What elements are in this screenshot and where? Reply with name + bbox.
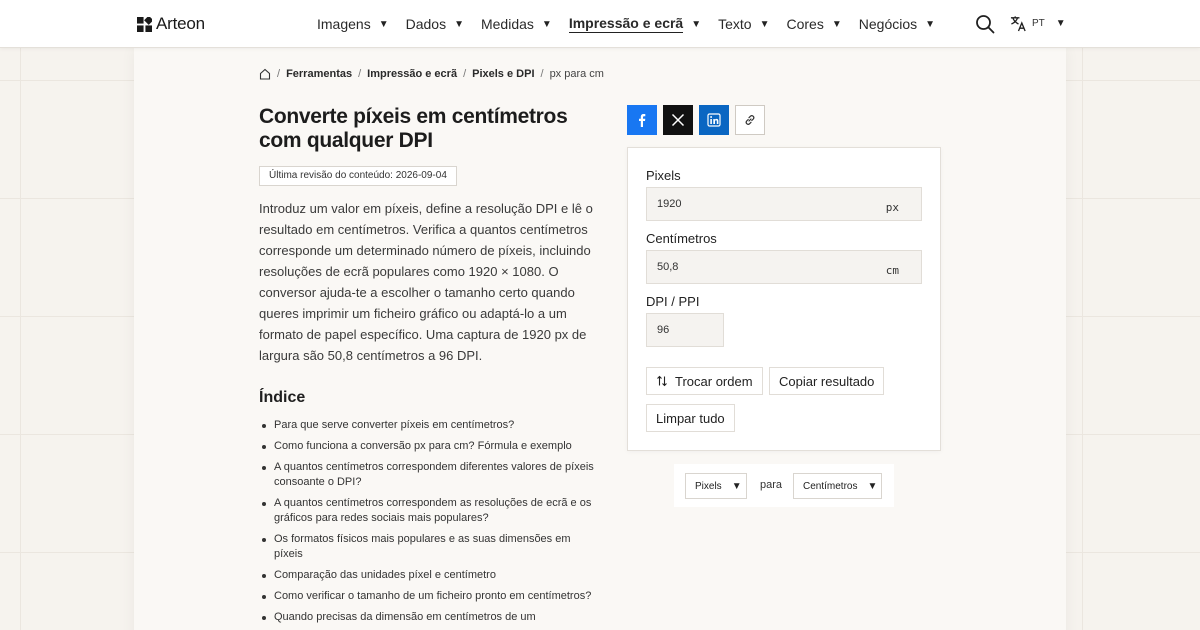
- x-icon: [671, 113, 685, 127]
- nav-label: Texto: [718, 16, 752, 32]
- home-icon[interactable]: [259, 68, 271, 80]
- copy-result-button[interactable]: [769, 367, 884, 395]
- centimeters-input[interactable]: [646, 250, 922, 284]
- toc-item[interactable]: Quando precisas da dimensão em centímetros de um: [274, 610, 594, 625]
- logo-text: Arteon: [156, 14, 205, 33]
- dpi-input[interactable]: [646, 313, 724, 347]
- clear-all-label: Limpar tudo: [656, 410, 725, 426]
- nav-label: Cores: [786, 16, 824, 32]
- toc-item[interactable]: Os formatos físicos mais populares e as suas dimensões em píxeis: [274, 532, 594, 562]
- nav-label: Impressão e ecrã: [568, 15, 684, 31]
- link-icon: [743, 113, 757, 127]
- share-facebook-button[interactable]: [627, 105, 657, 135]
- copy-link-button[interactable]: [735, 105, 765, 135]
- from-unit-value: Pixels: [695, 480, 722, 492]
- breadcrumb-separator: /: [463, 68, 467, 80]
- language-code: PT: [1032, 18, 1045, 29]
- pixels-label: Pixels: [646, 168, 681, 183]
- caret-down-icon: ▼: [378, 18, 389, 30]
- breadcrumb-link-ferramentas[interactable]: Ferramentas: [286, 68, 353, 80]
- revision-badge: Última revisão do conteúdo: 2026-09-04: [259, 166, 457, 186]
- intro-paragraph: Introduz um valor em píxeis, define a resolução DPI e lê o resultado em centímetros. Verifica a quantos centímetros corresponde um determinado número de píxeis, incluindo resoluções de ecrã populares como 1920 × 1080. O conversor ajuda-te a escolher o tamanho certo quando queres imprimir um ficheiro gráfico ou adaptá-lo a um formato de papel específico. Uma captura de 1920 px de largura são 50,8 centímetros a 96 DPI.: [259, 201, 593, 363]
- pixels-input[interactable]: [646, 187, 922, 221]
- centimeters-value: 50,8: [657, 261, 679, 273]
- caret-down-icon: ▼: [1055, 18, 1066, 29]
- unit-selector-row: [674, 464, 894, 507]
- arteon-logo-icon: [137, 17, 152, 32]
- breadcrumb-current: px para cm: [549, 68, 604, 80]
- centimeters-unit: cm: [885, 264, 899, 277]
- nav-item-cores[interactable]: [787, 16, 842, 32]
- caret-down-icon: ▼: [731, 480, 742, 492]
- nav-item-medidas[interactable]: [481, 16, 552, 32]
- facebook-icon: [635, 113, 649, 127]
- breadcrumb-link-impressao-e-ecra[interactable]: Impressão e ecrã: [367, 68, 458, 80]
- nav-label: Dados: [405, 16, 447, 32]
- share-buttons: [627, 105, 765, 135]
- breadcrumb-separator: /: [540, 68, 544, 80]
- nav-label: Imagens: [317, 16, 371, 32]
- pixels-unit: px: [885, 201, 899, 214]
- pixels-value: 1920: [657, 198, 682, 210]
- translate-icon: [1010, 15, 1027, 32]
- logo[interactable]: [137, 14, 205, 34]
- centimeters-label: Centímetros: [646, 231, 717, 246]
- share-x-button[interactable]: [663, 105, 693, 135]
- caret-down-icon: ▼: [867, 480, 878, 492]
- swap-order-button[interactable]: [646, 367, 763, 395]
- linkedin-icon: [707, 113, 721, 127]
- to-unit-value: Centímetros: [803, 480, 858, 492]
- breadcrumb-separator: /: [277, 68, 281, 80]
- dpi-value: 96: [657, 324, 670, 336]
- nav-item-dados[interactable]: [406, 16, 464, 32]
- to-unit-select[interactable]: [793, 473, 882, 499]
- toc-item[interactable]: Como verificar o tamanho de um ficheiro pronto em centímetros?: [274, 589, 594, 604]
- caret-down-icon: ▼: [831, 18, 842, 30]
- nav-label: Negócios: [858, 16, 918, 32]
- table-of-contents: [274, 418, 594, 630]
- swap-arrows-icon: [656, 375, 668, 387]
- toc-item[interactable]: Para que serve converter píxeis em centímetros?: [274, 418, 594, 433]
- share-linkedin-button[interactable]: [699, 105, 729, 135]
- nav-item-negocios[interactable]: [859, 16, 935, 32]
- dpi-label: DPI / PPI: [646, 294, 700, 309]
- unit-connector: para: [760, 479, 783, 491]
- caret-down-icon: ▼: [759, 18, 770, 30]
- nav-item-impressao-e-ecra[interactable]: [569, 15, 701, 33]
- nav-label: Medidas: [480, 16, 534, 32]
- main-nav: [317, 0, 952, 48]
- toc-title: Índice: [259, 389, 306, 406]
- toc-item[interactable]: Comparação das unidades píxel e centímetro: [274, 568, 594, 583]
- caret-down-icon: ▼: [925, 18, 936, 30]
- toc-item[interactable]: A quantos centímetros correspondem as resoluções de ecrã e os gráficos para redes sociais mais populares?: [274, 496, 594, 526]
- from-unit-select[interactable]: [685, 473, 747, 499]
- search-icon[interactable]: [975, 14, 995, 34]
- breadcrumb-separator: /: [358, 68, 362, 80]
- caret-down-icon: ▼: [454, 18, 464, 30]
- swap-order-label: Trocar ordem: [675, 373, 753, 389]
- nav-item-texto[interactable]: [718, 16, 769, 32]
- toc-item[interactable]: A quantos centímetros correspondem diferentes valores de píxeis consoante o DPI?: [274, 461, 594, 488]
- converter-panel: [627, 147, 941, 451]
- caret-down-icon: ▼: [541, 18, 552, 30]
- clear-all-button[interactable]: [646, 404, 735, 432]
- caret-down-icon: ▼: [691, 18, 702, 30]
- breadcrumb: [259, 68, 604, 80]
- copy-result-label: Copiar resultado: [779, 373, 875, 389]
- toc-item[interactable]: Como funciona a conversão px para cm? Fórmula e exemplo: [274, 439, 594, 454]
- page-title: Converte píxeis em centímetros com qualquer DPI: [259, 105, 568, 152]
- breadcrumb-link-pixels-e-dpi[interactable]: Pixels e DPI: [472, 68, 535, 80]
- language-selector[interactable]: [1010, 15, 1066, 32]
- top-navigation-bar: [0, 0, 1200, 48]
- nav-item-imagens[interactable]: [317, 16, 389, 32]
